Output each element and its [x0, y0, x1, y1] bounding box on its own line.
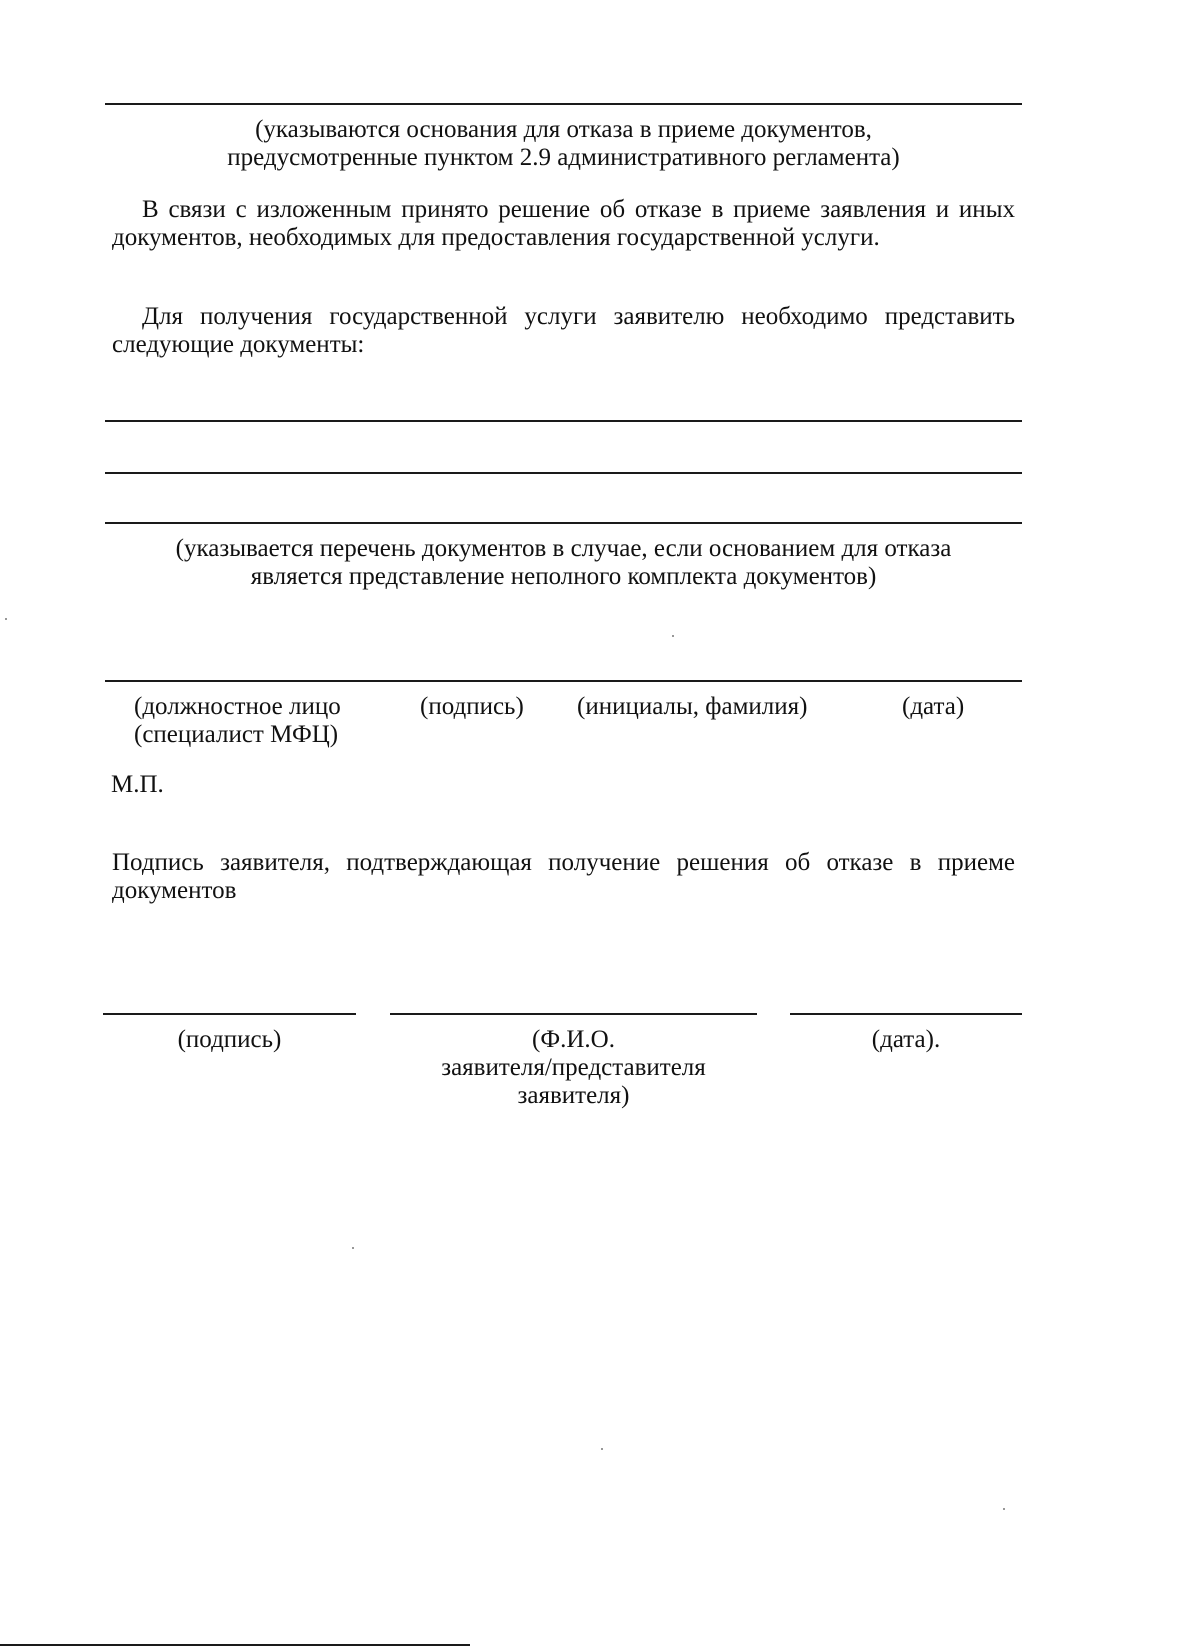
applicant-name-line	[390, 1013, 757, 1015]
official-signature-line	[105, 680, 1022, 682]
applicant-signature-caption: (подпись)	[177, 1026, 282, 1053]
bottom-scan-edge	[0, 1644, 470, 1646]
scan-speck	[672, 635, 674, 637]
grounds-caption-line1: (указываются основания для отказа в приеме документов,	[255, 116, 872, 143]
documents-blank-line-3	[105, 522, 1022, 524]
applicant-date-caption: (дата).	[871, 1026, 941, 1053]
official-signature-caption: (подпись)	[420, 693, 524, 720]
applicant-name-caption	[390, 1026, 757, 1110]
documents-blank-line-2	[105, 472, 1022, 474]
applicant-name-caption-line2: заявителя/представителя	[441, 1054, 706, 1081]
applicant-paragraph: Подпись заявителя, подтверждающая получение решения об отказе в приеме документов	[112, 849, 1015, 904]
documents-blank-line-1	[105, 420, 1022, 422]
seal-mark: М.П.	[111, 771, 164, 798]
documents-paragraph: Для получения государственной услуги заявителю необходимо представить следующие документы:	[112, 303, 1015, 358]
documents-caption-line2: является представление неполного комплекта документов)	[250, 563, 877, 590]
documents-caption-line1: (указывается перечень документов в случае, если основанием для отказа	[175, 535, 952, 562]
official-caption-line1: (должностное лицо	[134, 693, 341, 720]
grounds-blank-line	[105, 103, 1022, 105]
official-caption	[134, 693, 394, 749]
documents-caption	[105, 535, 1022, 591]
scan-speck	[352, 1247, 354, 1249]
decision-paragraph: В связи с изложенным принято решение об отказе в приеме заявления и иных документов, необходимых для предоставления государственной услуги.	[112, 196, 1015, 251]
grounds-caption	[105, 116, 1022, 172]
scan-speck	[1003, 1508, 1005, 1510]
scan-speck	[601, 1448, 603, 1450]
official-initials-caption: (инициалы, фамилия)	[577, 693, 808, 720]
scan-speck	[5, 618, 7, 620]
grounds-caption-line2: предусмотренные пунктом 2.9 административного регламента)	[227, 144, 900, 171]
applicant-name-caption-line1: (Ф.И.О.	[532, 1026, 615, 1053]
applicant-date-line	[790, 1013, 1022, 1015]
official-caption-line2: (специалист МФЦ)	[134, 721, 339, 748]
official-date-caption: (дата)	[902, 693, 965, 720]
applicant-name-caption-line3: заявителя)	[517, 1082, 630, 1109]
applicant-signature-line	[103, 1013, 356, 1015]
